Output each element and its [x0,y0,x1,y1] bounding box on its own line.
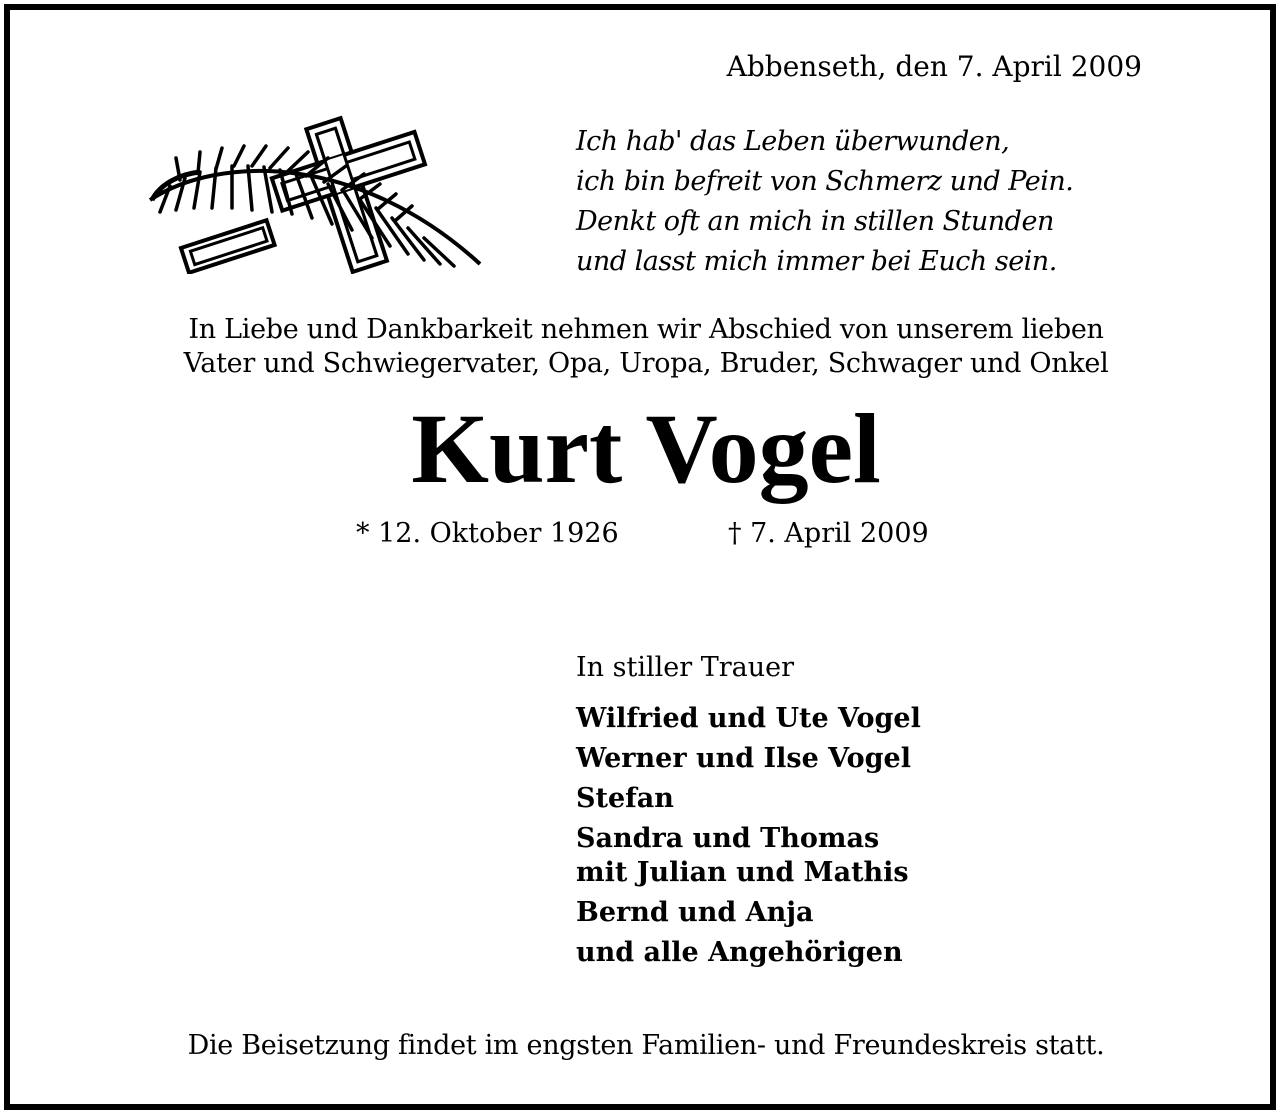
place-date: Abbenseth, den 7. April 2009 [726,50,1142,83]
death-date: † 7. April 2009 [728,518,929,549]
poem-line: Denkt oft an mich in stillen Stunden [576,206,1054,237]
poem [576,122,1073,282]
deceased-name: Kurt Vogel [411,393,881,504]
birth-date: * 12. Oktober 1926 [356,518,619,549]
farewell-intro [10,313,1280,381]
mourner-name: Sandra und Thomas [576,823,880,854]
mourners-list [576,696,921,970]
mourner-name: Bernd und Anja [576,897,814,928]
poem-line: Ich hab' das Leben überwunden, [576,126,1010,157]
poem-line: ich bin befreit von Schmerz und Pein. [576,166,1074,197]
cross-with-palm-branch-icon [140,114,490,274]
mourner-name: mit Julian und Mathis [576,857,909,888]
intro-line: In Liebe und Dankbarkeit nehmen wir Abschied von unserem lieben [188,314,1104,345]
poem-line: und lasst mich immer bei Euch sein. [576,246,1057,277]
intro-line: Vater und Schwiegervater, Opa, Uropa, Bruder, Schwager und Onkel [183,348,1109,379]
mourner-name: Werner und Ilse Vogel [576,743,911,774]
burial-notice: Die Beisetzung findet im engsten Familien- und Freundeskreis statt. [187,1030,1105,1061]
mourning-heading: In stiller Trauer [576,652,795,683]
mourner-name: und alle Angehörigen [576,937,903,968]
mourner-name: Stefan [576,783,674,814]
mourner-name: Wilfried und Ute Vogel [576,703,921,734]
obituary-frame [4,4,1276,1110]
